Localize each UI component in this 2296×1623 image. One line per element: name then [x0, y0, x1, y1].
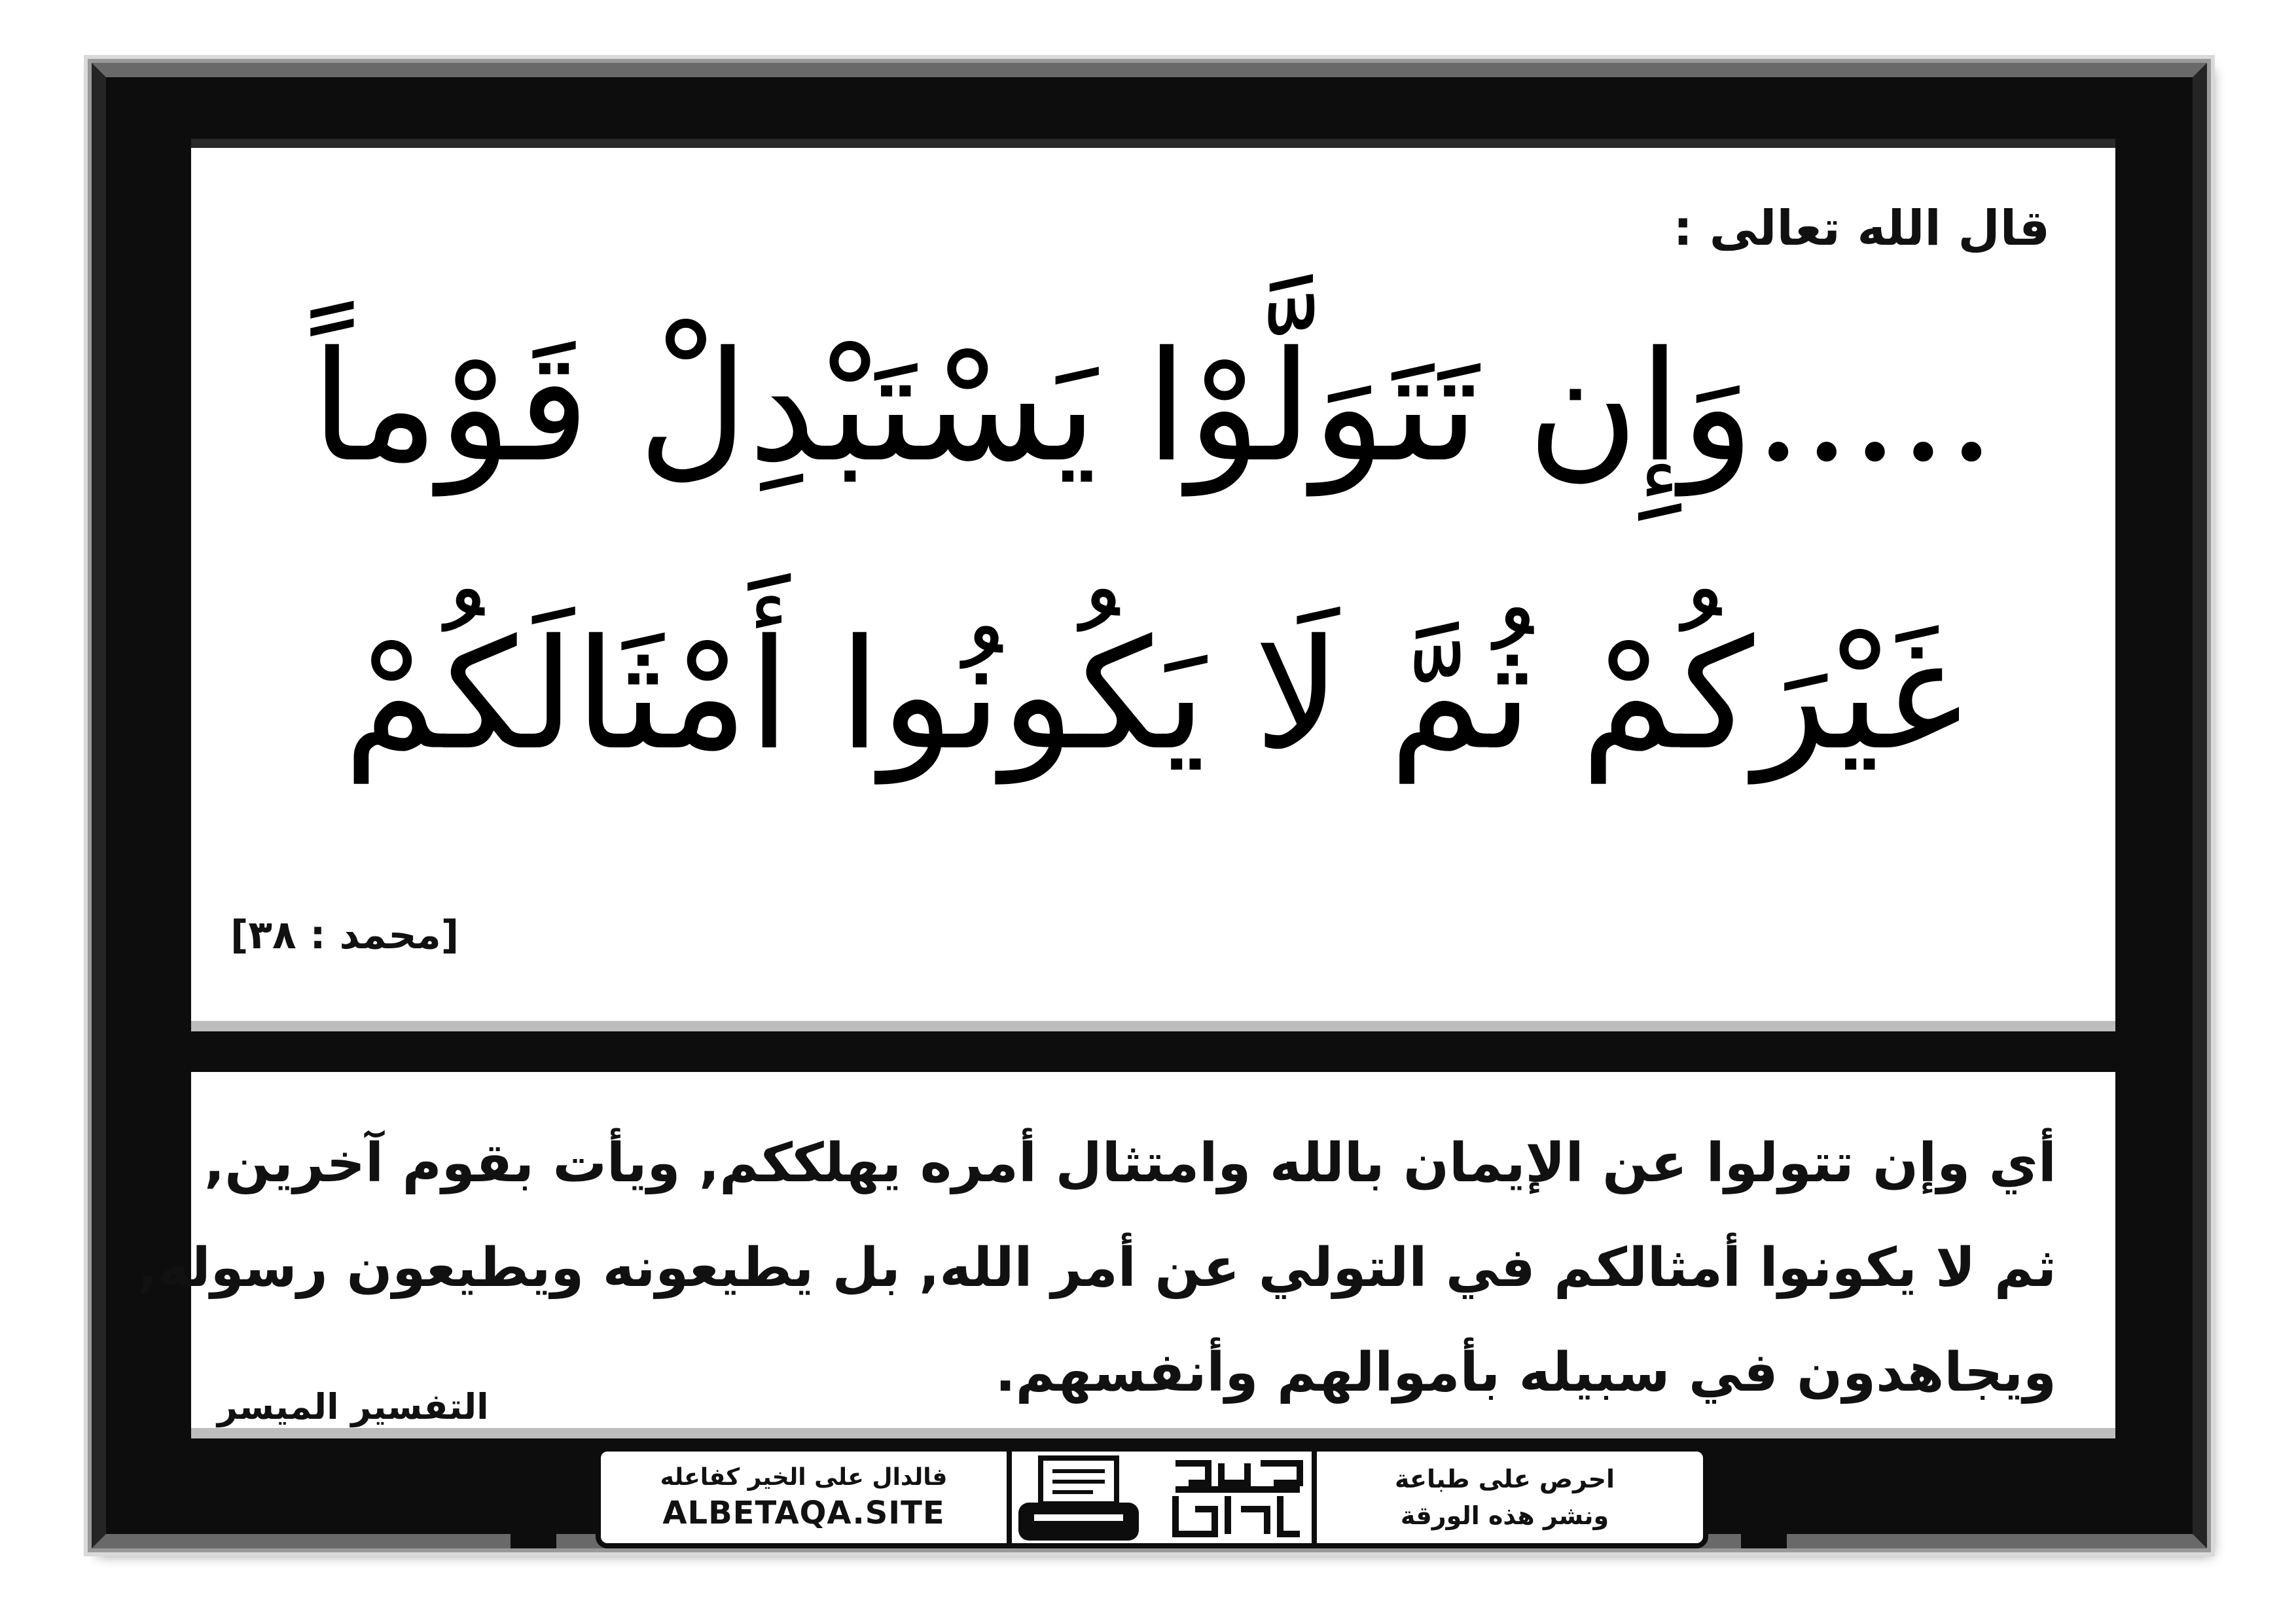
- footer-slogan-box: [601, 1452, 1007, 1543]
- verse-reference: [محمد : ٣٨]: [230, 912, 459, 958]
- footer-site[interactable]: ALBETAQA.SITE: [662, 1494, 945, 1531]
- footer-banner: [596, 1446, 1708, 1548]
- footer-print-note: [1306, 1452, 1703, 1543]
- verse-line-1: .....وَإِن تَتَوَلَّوْا يَسْتَبْدِلْ قَوْماً: [311, 319, 1996, 495]
- footer-note-line-1: احرص على طباعة: [1394, 1465, 1615, 1493]
- verse-intro: قال الله تعالى :: [1673, 200, 2050, 257]
- tafsir-panel: [137, 1052, 2115, 1438]
- tafsir-source: التفسير الميسر: [217, 1386, 489, 1427]
- tafsir-line: ثم لا يكونوا أمثالكم في التولي عن أمر الله, بل يطيعونه ويطيعون رسوله,: [137, 1237, 2056, 1299]
- printer-icon: [1014, 1455, 1143, 1543]
- footer-divider: [1007, 1452, 1012, 1543]
- footer-note-line-2: ونشر هذه الورقة: [1400, 1501, 1609, 1530]
- tafsir-line: أي وإن تتولوا عن الإيمان بالله وامتثال أمره يهلككم, ويأت بقوم آخرين,: [204, 1132, 2056, 1194]
- verse-panel: [191, 139, 2115, 1031]
- tafsir-line: ويجاهدون في سبيله بأموالهم وأنفسهم.: [995, 1342, 2056, 1404]
- footer-frame-left: [511, 1446, 556, 1548]
- footer-slogan: فالدال على الخير كفاعله: [660, 1463, 948, 1491]
- footer-frame-right: [1741, 1446, 1787, 1548]
- kufic-logo: [1169, 1457, 1306, 1541]
- tafsir-text: [137, 1111, 2056, 1425]
- verse-line-2: غَيْرَكُمْ ثُمَّ لَا يَكُونُوا أَمْثَالَكُمْ: [343, 607, 1964, 783]
